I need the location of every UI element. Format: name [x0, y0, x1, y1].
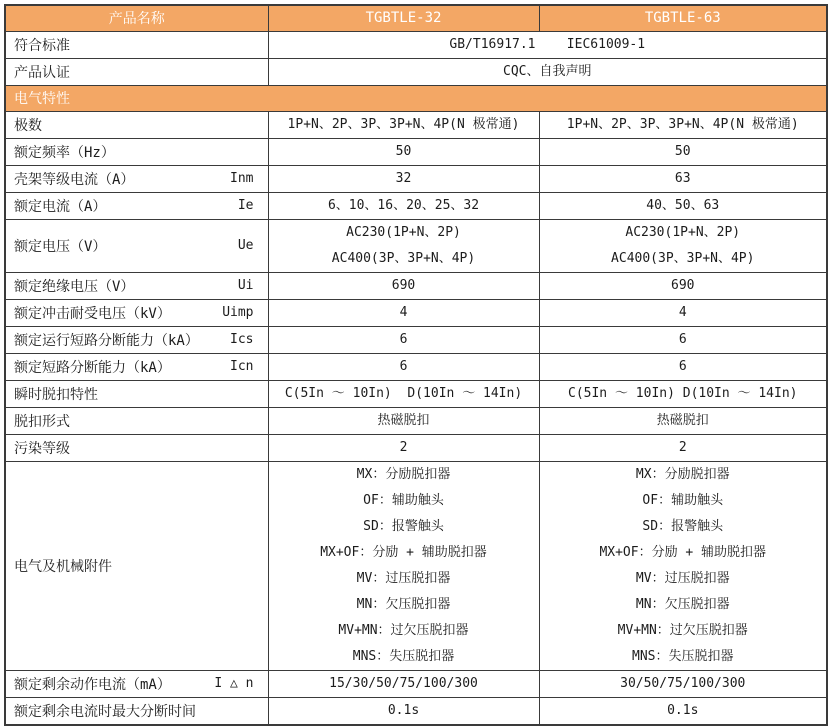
row-label-wrap: [6, 303, 268, 323]
row-label: 污染等级: [14, 440, 70, 457]
row-label: 壳架等级电流（A）: [14, 171, 135, 188]
row-label-wrap: [6, 35, 268, 55]
row-label-wrap: [6, 196, 268, 216]
value-text: 2: [678, 439, 687, 455]
value-cell-tgbtle32: [268, 697, 539, 725]
value-cell-tgbtle32: [268, 670, 539, 697]
value-text: OF：辅助触头: [642, 492, 724, 508]
section-header: 电气特性: [5, 85, 827, 111]
row-symbol: I △ n: [214, 676, 254, 691]
value-text: SD：报警触头: [642, 518, 724, 534]
value-text: C(5In ～ 10In) D(10In ～ 14In): [284, 385, 523, 401]
value-text: 30/50/75/100/300: [620, 675, 746, 691]
value-text: 690: [391, 277, 416, 293]
table-row: [5, 326, 827, 353]
value-text: AC400(3P、3P+N、4P): [331, 250, 476, 266]
value-cell-tgbtle63: [539, 353, 827, 380]
value-text: MV：过压脱扣器: [356, 570, 451, 586]
row-label-wrap: [6, 384, 268, 404]
tgbtle32-header: TGBTLE-32: [268, 5, 539, 31]
table-row: [5, 165, 827, 192]
value-cell-tgbtle63: [539, 299, 827, 326]
value-text: 4: [678, 304, 687, 320]
value-cell-tgbtle63: [539, 326, 827, 353]
row-label-wrap: [6, 236, 268, 256]
table-row: [5, 272, 827, 299]
row-label-cell: [5, 461, 268, 670]
row-label: 额定剩余电流时最大分断时间: [14, 703, 196, 720]
merged-value-cell: [268, 31, 827, 58]
value-cell-tgbtle32: [268, 111, 539, 138]
value-cell-tgbtle63: [539, 670, 827, 697]
value-text: 32: [395, 170, 412, 186]
value-cell-tgbtle63: [539, 434, 827, 461]
row-label-cell: [5, 219, 268, 272]
row-label: 额定冲击耐受电压（kV）: [14, 305, 171, 322]
value-text: 0.1s: [667, 702, 699, 718]
value-text: 50: [395, 143, 412, 159]
value-text: CQC、自我声明: [503, 63, 592, 79]
value-text: MX：分励脱扣器: [356, 466, 451, 482]
row-label-wrap: [6, 438, 268, 458]
table-row: [5, 58, 827, 85]
value-text: MX+OF：分励 + 辅助脱扣器: [599, 544, 767, 560]
value-text: 6: [678, 331, 687, 347]
row-label-wrap: [6, 357, 268, 377]
value-text: AC230(1P+N、2P): [625, 224, 741, 240]
row-label-wrap: [6, 556, 268, 576]
value-cell-tgbtle32: [268, 353, 539, 380]
value-text: 6: [678, 358, 687, 374]
value-text: 4: [399, 304, 408, 320]
value-text: 6: [399, 358, 408, 374]
value-cell-tgbtle63: [539, 380, 827, 407]
value-text: 1P+N、2P、3P、3P+N、4P(N 极常通): [287, 116, 520, 132]
value-text: SD：报警触头: [363, 518, 444, 534]
value-text: 15/30/50/75/100/300: [329, 675, 478, 691]
value-text: 1P+N、2P、3P、3P+N、4P(N 极常通): [566, 116, 799, 132]
row-label: 额定电流（A）: [14, 198, 107, 215]
value-text: AC230(1P+N、2P): [346, 224, 461, 240]
row-label-wrap: [6, 115, 268, 135]
value-text: MN：欠压脱扣器: [635, 596, 730, 612]
row-label-cell: [5, 697, 268, 725]
table-row: [5, 461, 827, 670]
row-symbol: Uimp: [222, 305, 254, 320]
row-label-wrap: [6, 701, 268, 721]
value-text: MX+OF：分励 + 辅助脱扣器: [320, 544, 487, 560]
spec-table: [4, 4, 828, 726]
value-text: AC400(3P、3P+N、4P): [611, 250, 755, 266]
value-text: 热磁脱扣: [377, 412, 430, 428]
value-cell-tgbtle63: [539, 219, 827, 272]
row-symbol: Ui: [237, 278, 254, 293]
row-label: 符合标准: [14, 37, 70, 54]
row-label-wrap: [6, 169, 268, 189]
value-text: 6: [399, 331, 408, 347]
value-cell-tgbtle32: [268, 165, 539, 192]
row-label-cell: [5, 353, 268, 380]
value-cell-tgbtle32: [268, 272, 539, 299]
row-symbol: Ue: [237, 238, 254, 253]
table-row: [5, 138, 827, 165]
row-label-cell: [5, 138, 268, 165]
value-text: C(5In ～ 10In) D(10In ～ 14In): [568, 385, 798, 401]
row-label: 电气及机械附件: [14, 558, 112, 575]
value-cell-tgbtle63: [539, 111, 827, 138]
value-text: 热磁脱扣: [656, 412, 709, 428]
table-row: [5, 670, 827, 697]
value-cell-tgbtle32: [268, 219, 539, 272]
value-cell-tgbtle32: [268, 326, 539, 353]
row-label-cell: [5, 58, 268, 85]
table-row: [5, 434, 827, 461]
row-label-wrap: [6, 62, 268, 82]
row-label-cell: [5, 111, 268, 138]
row-label-cell: [5, 407, 268, 434]
value-text: 63: [674, 170, 691, 186]
row-label-cell: [5, 272, 268, 299]
tgbtle63-header: TGBTLE-63: [539, 5, 827, 31]
section-row: [5, 85, 827, 111]
row-label-cell: [5, 670, 268, 697]
product-name-header: 产品名称: [5, 5, 268, 31]
value-cell-tgbtle32: [268, 192, 539, 219]
table-row: [5, 407, 827, 434]
value-cell-tgbtle63: [539, 272, 827, 299]
row-symbol: Inm: [230, 171, 254, 186]
row-label: 产品认证: [14, 64, 70, 81]
value-text: 50: [674, 143, 691, 159]
value-cell-tgbtle32: [268, 407, 539, 434]
row-label: 额定电压（V）: [14, 238, 107, 255]
table-row: [5, 353, 827, 380]
row-label-wrap: [6, 411, 268, 431]
table-header-row: [5, 5, 827, 31]
row-label-wrap: [6, 142, 268, 162]
value-text: OF：辅助触头: [363, 492, 444, 508]
value-cell-tgbtle32: [268, 434, 539, 461]
table-row: [5, 380, 827, 407]
table-row: [5, 219, 827, 272]
row-symbol: Ics: [230, 332, 254, 347]
value-text: MV+MN：过欠压脱扣器: [617, 622, 748, 638]
table-row: [5, 111, 827, 138]
row-label-cell: [5, 31, 268, 58]
row-label-cell: [5, 165, 268, 192]
value-text: MNS：失压脱扣器: [352, 648, 455, 664]
value-cell-tgbtle63: [539, 461, 827, 670]
value-text: MNS：失压脱扣器: [632, 648, 734, 664]
value-text: MV+MN：过欠压脱扣器: [338, 622, 469, 638]
row-label-cell: [5, 434, 268, 461]
value-cell-tgbtle63: [539, 697, 827, 725]
value-text: MX：分励脱扣器: [635, 466, 730, 482]
row-label-cell: [5, 380, 268, 407]
row-label: 脱扣形式: [14, 413, 70, 430]
row-label: 额定频率（Hz）: [14, 144, 115, 161]
row-label: 极数: [14, 117, 42, 134]
value-cell-tgbtle63: [539, 138, 827, 165]
row-label: 额定短路分断能力（kA）: [14, 359, 171, 376]
row-label: 瞬时脱扣特性: [14, 386, 98, 403]
value-text: MV：过压脱扣器: [635, 570, 730, 586]
value-text: 2: [399, 439, 408, 455]
value-text: 690: [671, 277, 695, 293]
table-row: [5, 299, 827, 326]
row-label: 额定剩余动作电流（mA）: [14, 676, 171, 693]
row-label: 额定绝缘电压（V）: [14, 278, 135, 295]
value-text: MN：欠压脱扣器: [356, 596, 451, 612]
value-cell-tgbtle32: [268, 380, 539, 407]
row-label: 额定运行短路分断能力（kA）: [14, 332, 199, 349]
row-label-cell: [5, 299, 268, 326]
row-symbol: Icn: [230, 359, 254, 374]
row-label-wrap: [6, 330, 268, 350]
value-cell-tgbtle63: [539, 407, 827, 434]
table-row: [5, 192, 827, 219]
value-cell-tgbtle63: [539, 165, 827, 192]
merged-value-cell: [268, 58, 827, 85]
value-text: 6、10、16、20、25、32: [327, 197, 480, 213]
value-cell-tgbtle32: [268, 461, 539, 670]
row-label-cell: [5, 326, 268, 353]
value-cell-tgbtle32: [268, 138, 539, 165]
value-cell-tgbtle32: [268, 299, 539, 326]
row-symbol: Ie: [237, 198, 254, 213]
spec-table-body: [5, 31, 827, 725]
value-text: GB/T16917.1 IEC61009-1: [449, 36, 646, 52]
row-label-cell: [5, 192, 268, 219]
table-row: [5, 697, 827, 725]
row-label-wrap: [6, 674, 268, 694]
value-cell-tgbtle63: [539, 192, 827, 219]
row-label-wrap: [6, 276, 268, 296]
value-text: 40、50、63: [646, 197, 720, 213]
value-text: 0.1s: [387, 702, 420, 718]
table-row: [5, 31, 827, 58]
